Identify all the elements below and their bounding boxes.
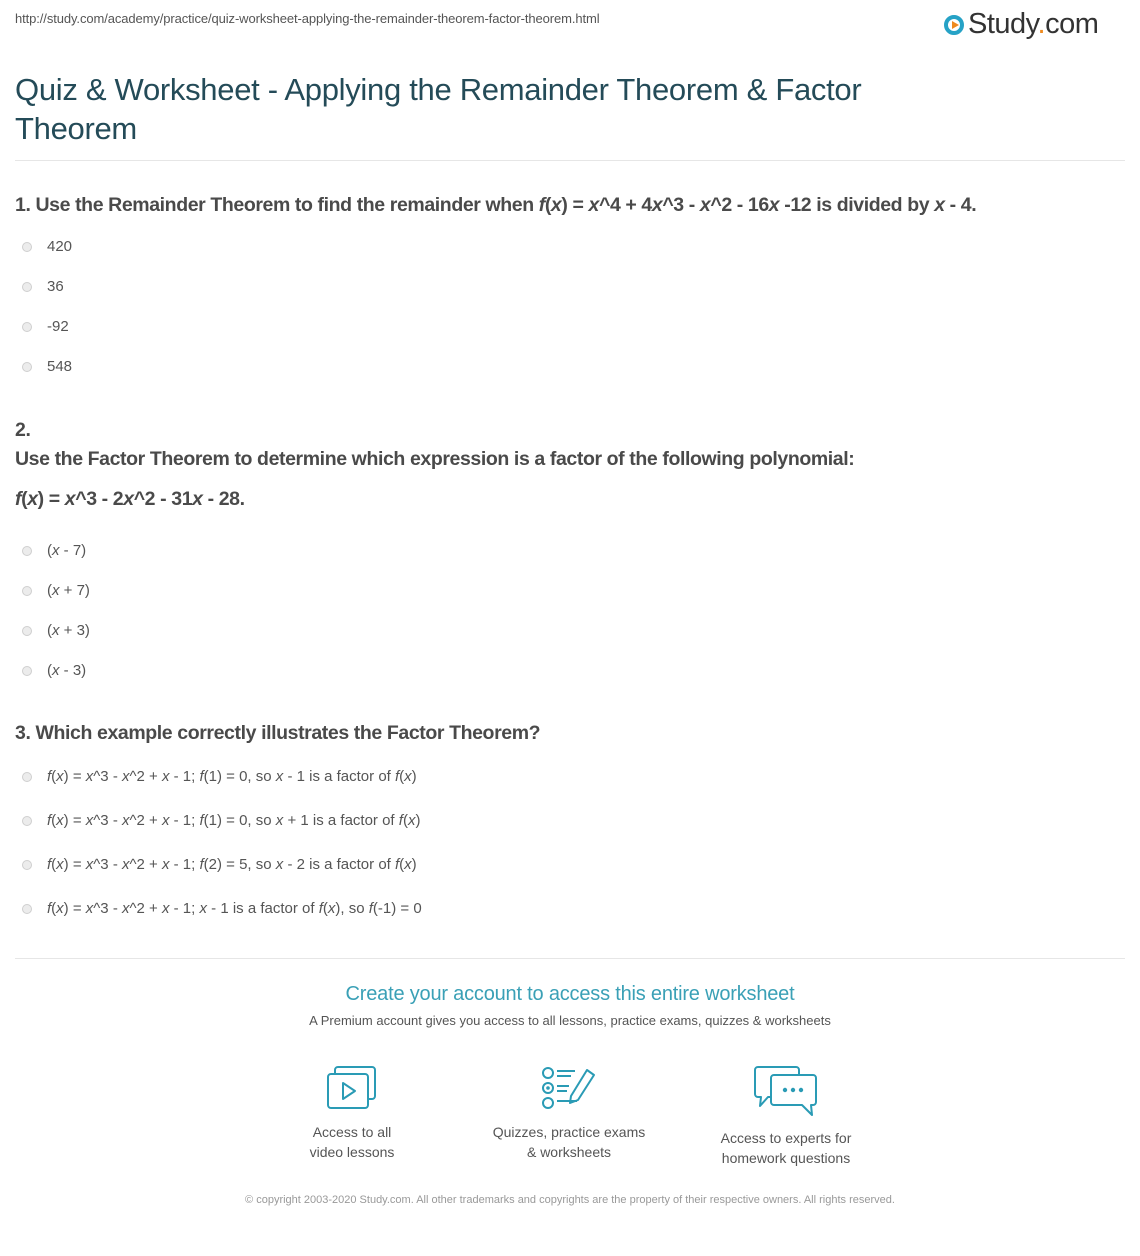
logo-text: Study.com [968,8,1099,40]
study-logo[interactable] [944,8,1098,41]
page-url: http://study.com/academy/practice/quiz-worksheet-applying-the-remainder-theorem-factor-theorem.html [15,11,600,26]
radio-button[interactable] [22,282,32,292]
cta-subtitle: A Premium account gives you access to all lessons, practice exams, quizzes & worksheets [309,1013,831,1028]
radio-button[interactable] [22,772,32,782]
q3-option-c[interactable]: f(x) = x^3 - x^2 + x - 1; f(2) = 5, so x - 2 is a factor of f(x) [22,856,417,873]
radio-button[interactable] [22,626,32,636]
radio-button[interactable] [22,546,32,556]
question-2-formula: f(x) = x^3 - 2x^2 - 31x - 28. [15,488,245,510]
q3-option-a[interactable]: f(x) = x^3 - x^2 + x - 1; f(1) = 0, so x - 1 is a factor of f(x) [22,768,417,785]
q1-option-b[interactable]: 36 [22,278,64,295]
create-account-link[interactable]: Create your account to access this entire worksheet [345,983,795,1005]
q2-option-b[interactable]: (x + 7) [22,582,90,599]
feature-experts: Access to experts for homework questions [696,1066,876,1168]
q2-option-c[interactable]: (x + 3) [22,622,90,639]
q3-option-b[interactable]: f(x) = x^3 - x^2 + x - 1; f(1) = 0, so x + 1 is a factor of f(x) [22,812,420,829]
question-2-text: Use the Factor Theorem to determine which expression is a factor of the following polynomial: [15,448,855,470]
radio-button[interactable] [22,362,32,372]
radio-button[interactable] [22,586,32,596]
copyright-footer: © copyright 2003-2020 Study.com. All other trademarks and copyrights are the property of their respective owners. All rights reserved. [245,1194,895,1206]
question-3-text: 3. Which example correctly illustrates the Factor Theorem? [15,722,541,744]
radio-button[interactable] [22,860,32,870]
radio-button[interactable] [22,904,32,914]
q1-option-c[interactable]: -92 [22,318,69,335]
video-lessons-icon [326,1066,378,1110]
radio-button[interactable] [22,666,32,676]
divider [15,160,1125,161]
question-1-text: 1. Use the Remainder Theorem to find the remainder when f(x) = x^4 + 4x^3 - x^2 - 16x -12 is divided by x - 4. [15,194,977,216]
q2-option-a[interactable]: (x - 7) [22,542,86,559]
chat-bubbles-icon [754,1066,818,1116]
q2-option-d[interactable]: (x - 3) [22,662,86,679]
play-logo-icon [944,15,964,35]
feature-quizzes: Quizzes, practice exams & worksheets [479,1066,659,1162]
feature-video-lessons: Access to all video lessons [262,1066,442,1162]
q1-option-d[interactable]: 548 [22,358,72,375]
question-2-number: 2. [15,419,31,441]
radio-button[interactable] [22,816,32,826]
radio-button[interactable] [22,242,32,252]
divider [15,958,1125,959]
q3-option-d[interactable]: f(x) = x^3 - x^2 + x - 1; x - 1 is a factor of f(x), so f(-1) = 0 [22,900,422,917]
page-title: Quiz & Worksheet - Applying the Remainder Theorem & Factor Theorem [15,72,862,146]
q1-option-a[interactable]: 420 [22,238,72,255]
radio-button[interactable] [22,322,32,332]
quiz-checklist-icon [541,1066,597,1110]
